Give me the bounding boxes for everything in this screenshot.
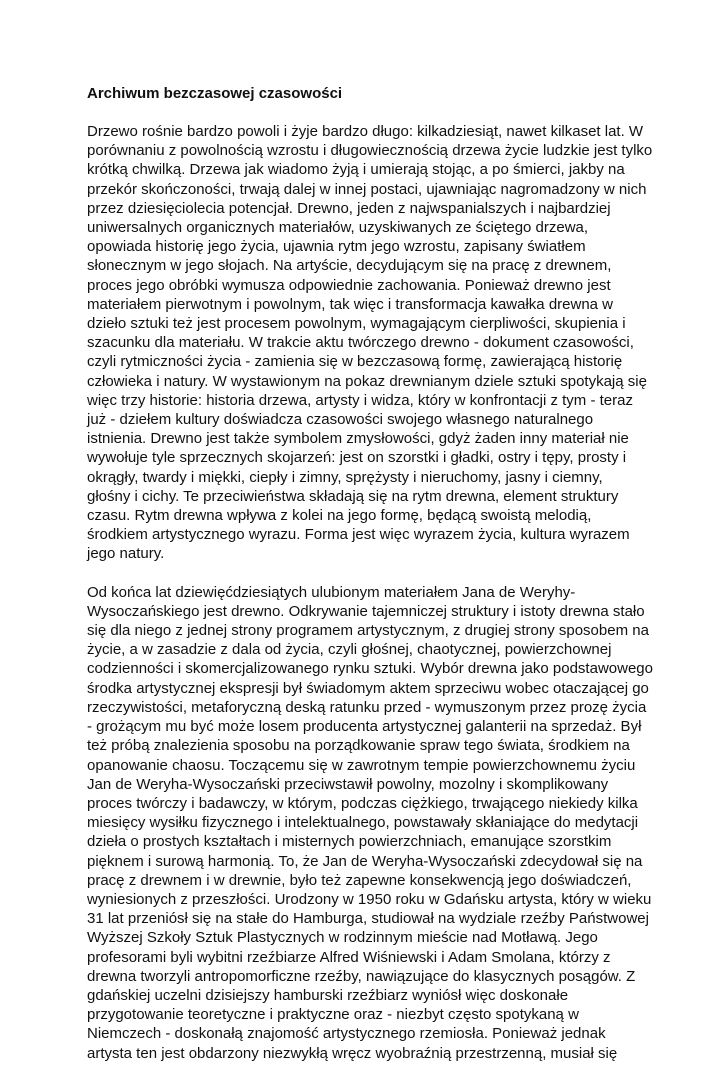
text-line: uniwersalnych organicznych materiałów, uzyskiwanych ze ściętego drzewa, [87, 219, 589, 237]
text-line: Wysoczańskiego jest drewno. Odkrywanie tajemniczej struktury i istoty drewna stało [87, 602, 645, 620]
text-line: przygotowanie teoretyczne i praktyczne oraz - niezbyt często spotykaną w [87, 1006, 579, 1024]
text-line: szacunku dla materiału. W trakcie aktu twórczego drewno - dokument czasowości, [87, 334, 634, 352]
text-line: czasu. Rytm drewna wpływa z kolei na jego formę, będącą swoistą melodią, [87, 507, 592, 525]
text-line: już - dziełem kultury doświadcza czasowości swojego własnego naturalnego [87, 411, 594, 429]
paragraph-2 [87, 583, 653, 1063]
text-line: Drzewo rośnie bardzo powoli i żyje bardzo długo: kilkadziesiąt, nawet kilkaset lat. W [87, 123, 644, 140]
text-line: materiałem pierwotnym i powolnym, tak więc i transformacja kawałka drewna w [87, 295, 614, 313]
paragraph-1 [87, 122, 653, 564]
text-line: przekór skończoności, trwają dalej w innej postaci, ujawniając nagromadzony w nich [87, 180, 647, 198]
text-line: pracę z drewnem i w drewnie, było też zapewne konsekwencją jego doświadczeń, [87, 871, 632, 889]
text-line: wyniesionych z przeszłości. Urodzony w 1950 roku w Gdańsku artysta, który w wieku [87, 890, 652, 908]
text-line: pięknem i surową harmonią. To, że Jan de Weryha-Wysoczański zdecydował się na [87, 852, 643, 870]
text-line: głośny i cichy. Te przeciwieństwa składają się na rytm drewna, element struktury [87, 487, 619, 505]
text-line: też próbą znalezienia sposobu na porządkowanie spraw tego świata, środkiem na [87, 737, 630, 755]
text-line: - grożącym mu być może losem producenta artystycznej galanterii na sprzedaż. Był [87, 718, 642, 736]
text-line: opowiada historię jego życia, ujawnia rytm jego wzrostu, zapisany światłem [87, 238, 586, 256]
document-title: Archiwum bezczasowej czasowości [87, 85, 343, 102]
text-line: miesięcy wysiłku fizycznego i intelektualnego, powstawały skłaniające do medytacji [87, 814, 639, 832]
text-line: środka artystycznej ekspresji był świadomym aktem sprzeciwu wobec otaczającej go [87, 679, 649, 697]
text-line: dzieło sztuki też jest procesem powolnym, wymagającym cierpliwości, skupienia i [87, 315, 626, 333]
text-line: proces jego obróbki wymusza odpowiednie zachowania. Ponieważ drewno jest [87, 276, 611, 294]
text-line: Niemczech - doskonałą znajomość artystycznego rzemiosła. Ponieważ jednak [87, 1025, 606, 1043]
text-line: Wyższej Szkoły Sztuk Plastycznych w rodzinnym mieście nad Motławą. Jego [87, 929, 598, 947]
text-line: okrągły, twardy i miękki, ciepły i zimny, sprężysty i nieruchomy, jasny i ciemny, [87, 468, 603, 486]
text-line: rzeczywistości, metaforyczną deską ratunku przed - wymuszonym przez prozę życia [87, 698, 647, 716]
text-line: gdańskiej uczelni dzisiejszy hamburski rzeźbiarz wyniósł więc doskonałe [87, 986, 569, 1004]
text-line: się dla niego z jednej strony programem artystycznym, z drugiej strony sposobem na [87, 622, 649, 640]
text-line: profesorami byli wybitni rzeźbiarze Alfred Wiśniewski i Adam Smolana, którzy z [87, 948, 611, 966]
text-line: jego natury. [87, 545, 165, 563]
text-line: codzienności i skomercjalizowanego rynku sztuki. Wybór drewna jako podstawowego [87, 660, 653, 678]
text-line: 31 lat przeniósł się na stałe do Hamburga, studiował na wydziale rzeźby Państwowej [87, 910, 649, 928]
text-line: więc trzy historie: historia drzewa, artysty i widza, który w konfrontacji z tym - teraz [87, 391, 633, 409]
text-line: Jan de Weryha-Wysoczański przeciwstawił powolny, mozolny i skomplikowany [87, 775, 609, 793]
text-line: życie, a w zasadzie z dala od życia, czyli głośnej, chaotycznej, powierzchownej [87, 641, 612, 659]
text-line: opanowanie chaosu. Toczącemu się w zawrotnym tempie powierzchownemu życiu [87, 756, 636, 774]
text-line: istnienia. Drewno jest także symbolem zmysłowości, gdyż żaden inny materiał nie [87, 430, 629, 448]
text-line: krótką chwilką. Drzewa jak wiadomo żyją i umierają stojąc, a po śmierci, jakby na [87, 161, 625, 179]
text-line: czyli rytmiczności życia - zamienia się w bezczasową formę, zawierającą historię [87, 353, 623, 371]
text-line: środkiem artystycznego wyrazu. Forma jest więc wyrazem życia, kultura wyrazem [87, 526, 630, 544]
text-line: proces twórczy i badawczy, w którym, podczas ciężkiego, trwającego niekiedy kilka [87, 794, 638, 812]
text-line: słonecznym w jego słojach. Na artyście, decydującym się na pracę z drewnem, [87, 257, 612, 275]
text-line: Od końca lat dziewięćdziesiątych ulubionym materiałem Jana de Weryhy- [87, 583, 576, 601]
text-line: dzieła o prostych kształtach i misternych powierzchniach, emanujące szorstkim [87, 833, 612, 851]
document-body [87, 84, 653, 1082]
text-line: artysta ten jest obdarzony niezwykłą wręcz wyobraźnią przestrzenną, musiał się [87, 1044, 618, 1062]
text-line: porównaniu z powolnością wzrostu i długowiecznością drzewa życie ludzkie jest tylko [87, 142, 653, 160]
text-line: wywołuje tyle sprzecznych skojarzeń: jest on szorstki i gładki, ostry i tępy, prosty i [87, 449, 627, 467]
text-line: przez dziesięciolecia potencjał. Drewno, jeden z najwspanialszych i najbardziej [87, 199, 611, 217]
text-line: człowieka i natury. W wystawionym na pokaz drewnianym dziele sztuki spotykają się [87, 372, 647, 390]
text-line: drewna tworzyli antropomorficzne rzeźby, nawiązujące do klasycznych posągów. Z [87, 967, 636, 985]
